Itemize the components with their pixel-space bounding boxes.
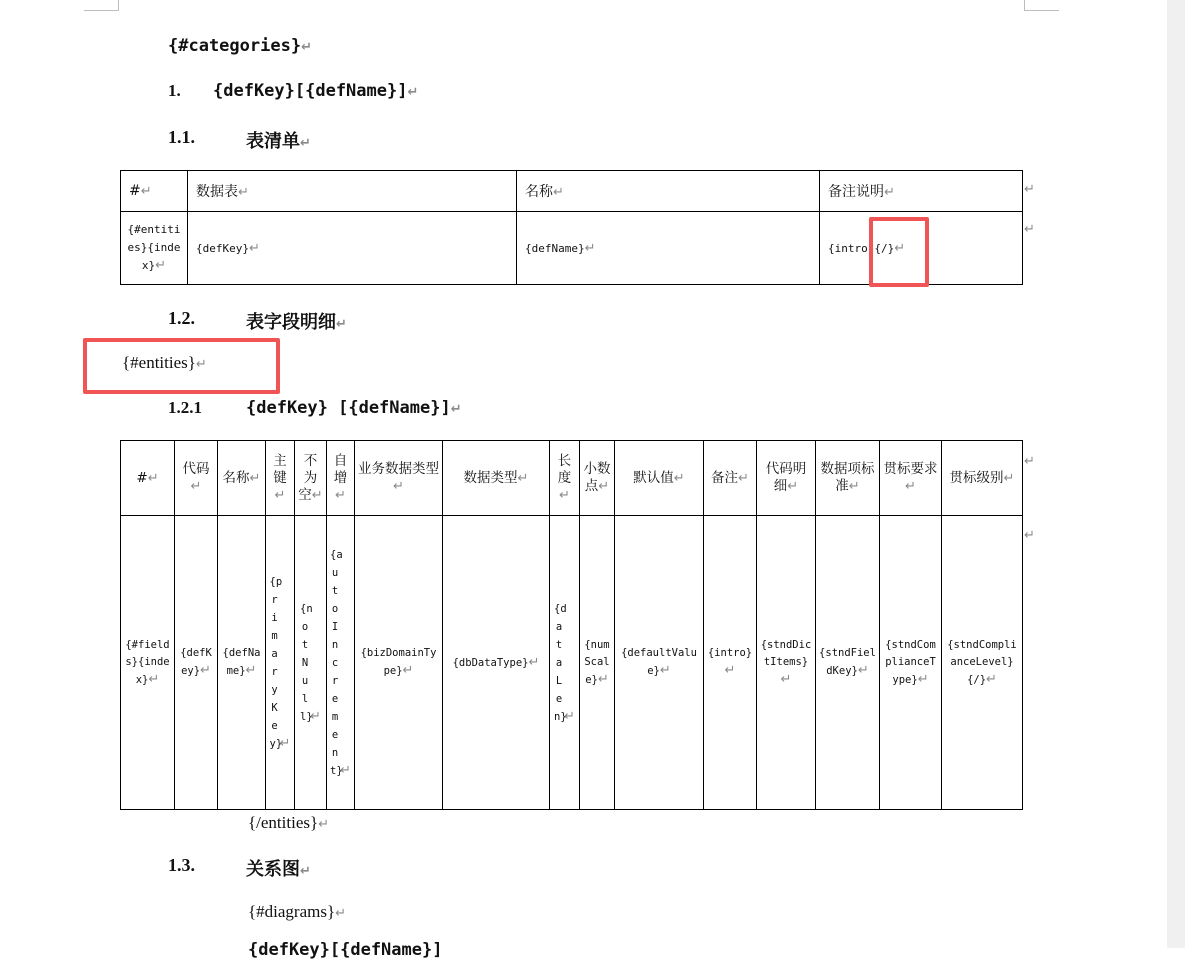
table-cell: {primaryKey}↵ [266, 516, 295, 810]
categories-open-line: {#categories}↵ [168, 36, 312, 56]
table-header-cell: 数据表↵ [188, 171, 517, 212]
table-cell: {stndComplianceLevel}{/}↵ [942, 516, 1023, 810]
table-header-cell: 自增↵ [327, 441, 355, 516]
table-cell: {intro}{/}↵ [820, 212, 1023, 285]
heading-1-2: 1.2. 表字段明细↵ [168, 308, 347, 332]
heading-1-1: 1.1. 表清单↵ [168, 127, 311, 151]
row-end-mark: ↵ [1024, 182, 1035, 197]
partial-line: {defKey}[{defName}] [248, 940, 443, 960]
table-header-cell: 数据类型↵ [443, 441, 550, 516]
table-cell: {defKey}↵ [175, 516, 218, 810]
entities-open-line: {#entities}↵ [122, 353, 207, 372]
diagrams-open-line: {#diagrams}↵ [248, 902, 347, 921]
table-cell: {notNull}↵ [295, 516, 327, 810]
highlight-box [83, 338, 280, 394]
table-header-cell: 小数点↵ [580, 441, 615, 516]
table-cell: {autoIncrement}↵ [327, 516, 355, 810]
table-header-cell: 名称↵ [218, 441, 266, 516]
table-header-cell: 业务数据类型↵ [355, 441, 443, 516]
table-header-cell: 长度↵ [550, 441, 580, 516]
table-header-cell: 贯标级别↵ [942, 441, 1023, 516]
table-header-cell: 备注说明↵ [820, 171, 1023, 212]
table-header-cell: 主键↵ [266, 441, 295, 516]
table-cell: {#entities}{index}↵ [121, 212, 188, 285]
table-cell: {defName}↵ [517, 212, 820, 285]
table-cell: {defKey}↵ [188, 212, 517, 285]
table-cell: {defaultValue}↵ [615, 516, 704, 810]
table-cell: {bizDomainType}↵ [355, 516, 443, 810]
table-fields [120, 440, 1023, 810]
table-header-cell: 代码明细↵ [757, 441, 816, 516]
table-header-cell: 贯标要求↵ [880, 441, 942, 516]
table-cell: {stndComplianceType}↵ [880, 516, 942, 810]
row-end-mark: ↵ [1024, 528, 1035, 543]
row-end-mark: ↵ [1024, 454, 1035, 469]
table-cell: {defName}↵ [218, 516, 266, 810]
table-cell: {intro}↵ [704, 516, 757, 810]
heading-1-3: 1.3. 关系图↵ [168, 855, 311, 879]
table-cell: {#fields}{index}↵ [121, 516, 175, 810]
vertical-scrollbar[interactable] [1167, 0, 1185, 948]
table-header-cell: 数据项标准↵ [816, 441, 880, 516]
table-header-cell: #↵ [121, 171, 188, 212]
highlight-box [869, 217, 929, 287]
table-header-cell: 备注↵ [704, 441, 757, 516]
crop-mark-left [84, 0, 119, 11]
entities-close-line: {/entities}↵ [248, 813, 330, 832]
heading-1-2-1: 1.2.1 {defKey} [{defName}]↵ [168, 398, 462, 418]
table-cell: {numScale}↵ [580, 516, 615, 810]
crop-mark-right [1024, 0, 1059, 11]
table-header-cell: 代码↵ [175, 441, 218, 516]
table-cell: {dataLen}↵ [550, 516, 580, 810]
table-cell: {dbDataType}↵ [443, 516, 550, 810]
table-cell: {stndDictItems}↵ [757, 516, 816, 810]
heading-1: 1. {defKey}[{defName}]↵ [168, 81, 419, 101]
table-header-cell: 默认值↵ [615, 441, 704, 516]
table-cell: {stndFieldKey}↵ [816, 516, 880, 810]
table-header-cell: 名称↵ [517, 171, 820, 212]
table-header-cell: 不为空↵ [295, 441, 327, 516]
row-end-mark: ↵ [1024, 222, 1035, 237]
table-header-cell: #↵ [121, 441, 175, 516]
